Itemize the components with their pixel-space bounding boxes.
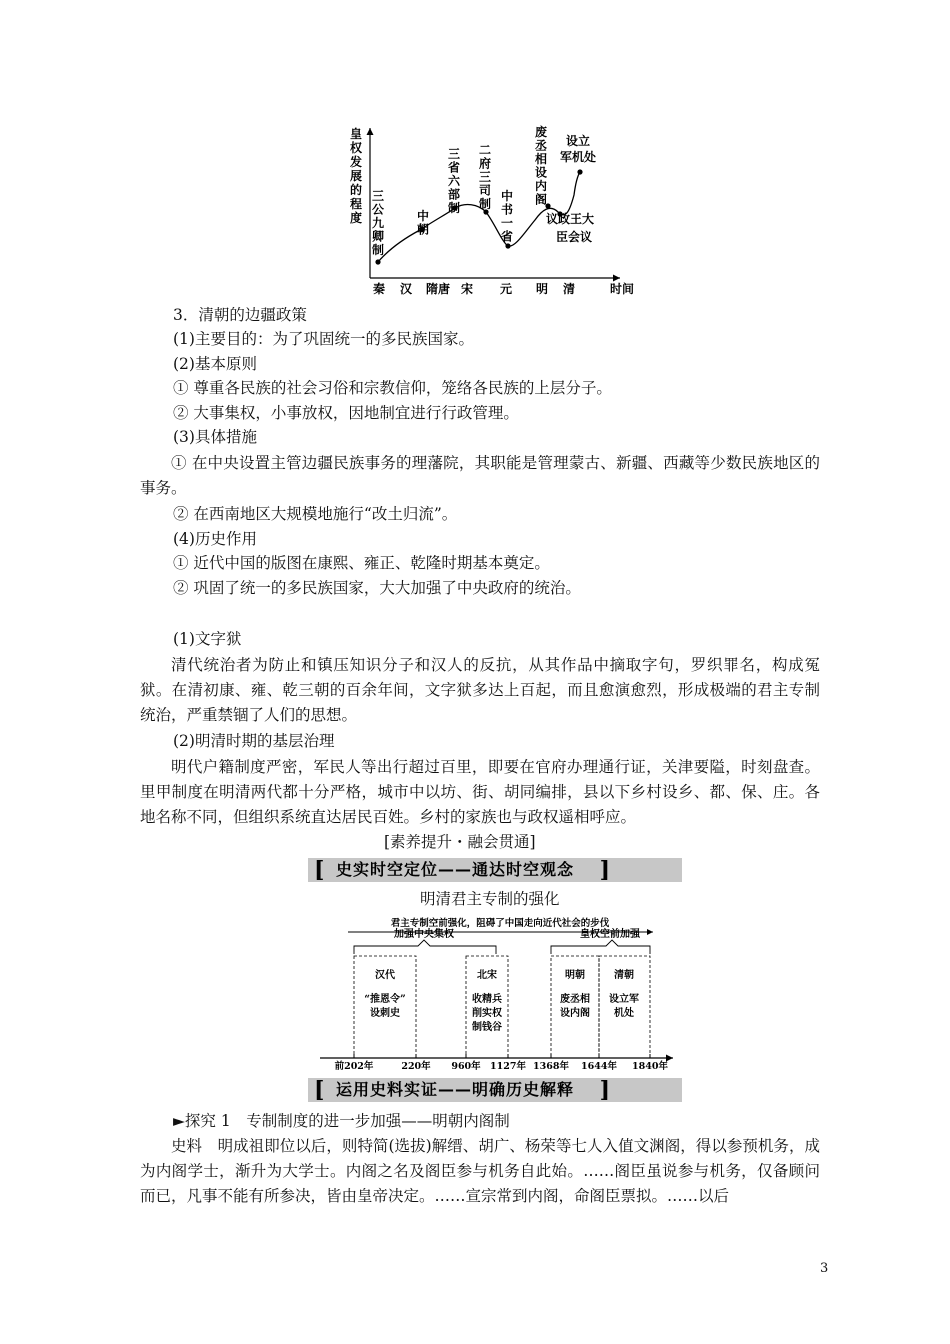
banner-2-title: 运用史料实证——明确历史解释: [336, 1080, 575, 1099]
timeline-box-title: 汉代: [375, 970, 395, 981]
curve-point-label-char: 三: [478, 170, 492, 184]
curve-point-label-char: 三: [447, 147, 461, 161]
timeline-tick-label: 1840年: [632, 1061, 668, 1070]
explore-source-text: 史料 明成祖即位以后，则特简(选拔)解缙、胡广、杨荣等七人入值文渊阁，得以参预机务，成为内阁学士，渐升为大学士。内阁之名及阁臣参与机务自此始。……阁臣虽说参与机务，仅备顾问而已，凡事不能有所参决，皆由皇帝决定。……宣宗常到内阁，命阁臣票拟。……以后: [140, 1137, 820, 1205]
section3-line-5: (3)具体措施: [173, 428, 257, 446]
curve-point-label-char: 公: [371, 202, 385, 217]
timeline-tick-label: 220年: [401, 1061, 431, 1070]
curve-point-label-char: 省: [447, 160, 461, 175]
banner-1-title: 史实时空定位——通达时空观念: [336, 860, 575, 879]
curve-point-label-char: 制: [371, 243, 385, 257]
timeline-box-text: 设立军: [609, 994, 639, 1005]
timeline-diagram: [318, 914, 678, 1070]
curve-point-label-char: 制: [447, 201, 461, 215]
curve-point-label-char: 六: [447, 174, 461, 188]
timeline-box-title: 清朝: [614, 970, 634, 981]
section3-line-10: ② 巩固了统一的多民族国家，大大加强了中央政府的统治。: [173, 579, 581, 597]
curve-point-label-char: 设: [534, 165, 548, 180]
timeline-tick-label: 1368年: [533, 1061, 569, 1070]
timeline-tick-label: 960年: [451, 1061, 481, 1070]
extra-heading-2: (2)明清时期的基层治理: [173, 732, 335, 750]
curve-point-label-char: 中: [500, 189, 514, 203]
page-number: 3: [820, 1261, 829, 1276]
timeline-box-text: 制钱谷: [472, 1022, 502, 1033]
y-axis-label-char: 皇: [349, 127, 363, 141]
imperial-power-curve-chart: [330, 120, 650, 298]
curve-point-label: 臣会议: [556, 230, 593, 244]
x-tick-label: 清: [562, 282, 576, 296]
timeline-tick-label: 1644年: [581, 1061, 617, 1070]
section3-line-2: (2)基本原则: [173, 355, 257, 373]
brace-2: [551, 940, 650, 954]
curve-point-label: 军机处: [559, 150, 597, 164]
section3-line-1: (1)主要目的：为了巩固统一的多民族国家。: [173, 330, 474, 348]
x-tick-label: 宋: [460, 282, 474, 296]
y-axis-label-char: 度: [349, 211, 363, 225]
curve-point-label-char: 废: [534, 125, 548, 139]
section3-title: 3．清朝的边疆政策: [173, 306, 307, 324]
curve-point-label-char: 丞: [534, 138, 548, 153]
section-banner-2: [ 运用史料实证——明确历史解释 ]: [308, 1078, 682, 1102]
curve-point-label-char: 部: [447, 187, 461, 202]
timeline-tick-label: 前202年: [334, 1061, 374, 1070]
section3-line-8: (4)历史作用: [173, 530, 257, 548]
curve-point: [375, 259, 380, 264]
timeline-title: 明清君主专制的强化: [420, 890, 560, 908]
curve-point: [577, 169, 582, 174]
x-tick-label: 秦: [372, 282, 386, 296]
timeline-top-caption: 君主专制空前强化，阻碍了中国走向近代社会的步伐: [390, 918, 610, 929]
y-axis-label-char: 程: [349, 197, 363, 211]
y-axis-label-char: 权: [349, 141, 363, 155]
explore-title: ►探究 1 专制制度的进一步加强——明朝内阁制: [173, 1112, 510, 1130]
x-tick-label: 隋唐: [425, 282, 451, 296]
curve-point-label-char: 中: [416, 209, 430, 223]
curve-point-label-char: 卿: [371, 229, 385, 244]
curve-point-label-char: 朝: [416, 222, 430, 237]
curve-point-label-char: 相: [534, 152, 548, 166]
curve-point-label: 议政王大: [546, 212, 595, 226]
brace-1-label: 加强中央集权: [394, 929, 454, 940]
section3-line-9: ① 近代中国的版图在康熙、雍正、乾隆时期基本奠定。: [173, 554, 550, 572]
timeline-box-text: “推恩令”: [364, 994, 406, 1005]
curve-point-label-char: 书: [500, 202, 514, 217]
section3-line-3: ① 尊重各民族的社会习俗和宗教信仰，笼络各民族的上层分子。: [173, 379, 612, 397]
x-tick-label: 元: [499, 282, 513, 296]
section-banner-1: [ 史实时空定位——通达时空观念 ]: [308, 858, 682, 882]
suyang-heading: [素养提升・融会贯通]: [384, 833, 536, 851]
extra-heading-1: (1)文字狱: [173, 630, 242, 648]
section3-line-6: ① 在中央设置主管边疆民族事务的理藩院，其职能是管理蒙古、新疆、西藏等少数民族地区的事务。: [140, 454, 820, 497]
timeline-box-title: 明朝: [565, 970, 585, 981]
timeline-box-text: 废丞相: [560, 994, 590, 1005]
curve-point-label-char: 阁: [534, 192, 548, 207]
timeline-box-text: 机处: [614, 1008, 634, 1019]
x-tick-label: 汉: [399, 282, 413, 296]
brace-2-label: 皇权空前加强: [580, 929, 640, 940]
timeline-box-text: 设刺史: [370, 1008, 400, 1019]
x-axis-unit: 时间: [609, 282, 635, 296]
curve-point-label-char: 二: [478, 143, 492, 157]
timeline-box-text: 收精兵: [472, 994, 502, 1005]
extra-paragraph-1: 清代统治者为防止和镇压知识分子和汉人的反抗，从其作品中摘取字句，罗织罪名，构成冤狱。在清初康、雍、乾三朝的百余年间，文字狱多达上百起，而且愈演愈烈，形成极端的君主专制统治，严重禁锢了人们的思想。: [140, 656, 820, 724]
curve-point-label-char: 三: [371, 189, 385, 203]
extra-paragraph-2: 明代户籍制度严密，军民人等出行超过百里，即要在官府办理通行证，关津要隘，时刻盘查。里甲制度在明清两代都十分严格，城市中以坊、街、胡同编排，县以下乡村设乡、都、保、庄。各地名称不同，但组织系统直达居民百姓。乡村的家族也与政权遥相呼应。: [140, 758, 820, 826]
timeline-box-text: 设内阁: [560, 1008, 590, 1019]
curve-point-label-char: 府: [478, 156, 492, 171]
y-axis-label-char: 的: [349, 183, 363, 197]
curve-point-label-char: 制: [478, 197, 492, 211]
curve-point-label-char: 内: [534, 179, 548, 193]
section3-line-4: ② 大事集权，小事放权，因地制宜进行行政管理。: [173, 404, 519, 422]
curve-point-label-char: 一: [500, 216, 514, 230]
timeline-tick-label: 1127年: [490, 1061, 526, 1070]
curve-point-label-char: 省: [500, 229, 514, 244]
curve-point-label-char: 九: [371, 216, 385, 230]
y-axis-label-char: 展: [349, 169, 363, 183]
timeline-box-title: 北宋: [477, 970, 497, 981]
section3-line-7: ② 在西南地区大规模地施行“改土归流”。: [173, 505, 458, 523]
x-tick-label: 明: [535, 282, 549, 296]
curve-point-label: 设立: [565, 134, 591, 148]
brace-1: [354, 940, 496, 954]
y-axis-label-char: 发: [349, 155, 363, 169]
curve-point: [505, 243, 510, 248]
timeline-box-text: 削实权: [472, 1008, 502, 1019]
curve-point-label-char: 司: [478, 183, 492, 198]
